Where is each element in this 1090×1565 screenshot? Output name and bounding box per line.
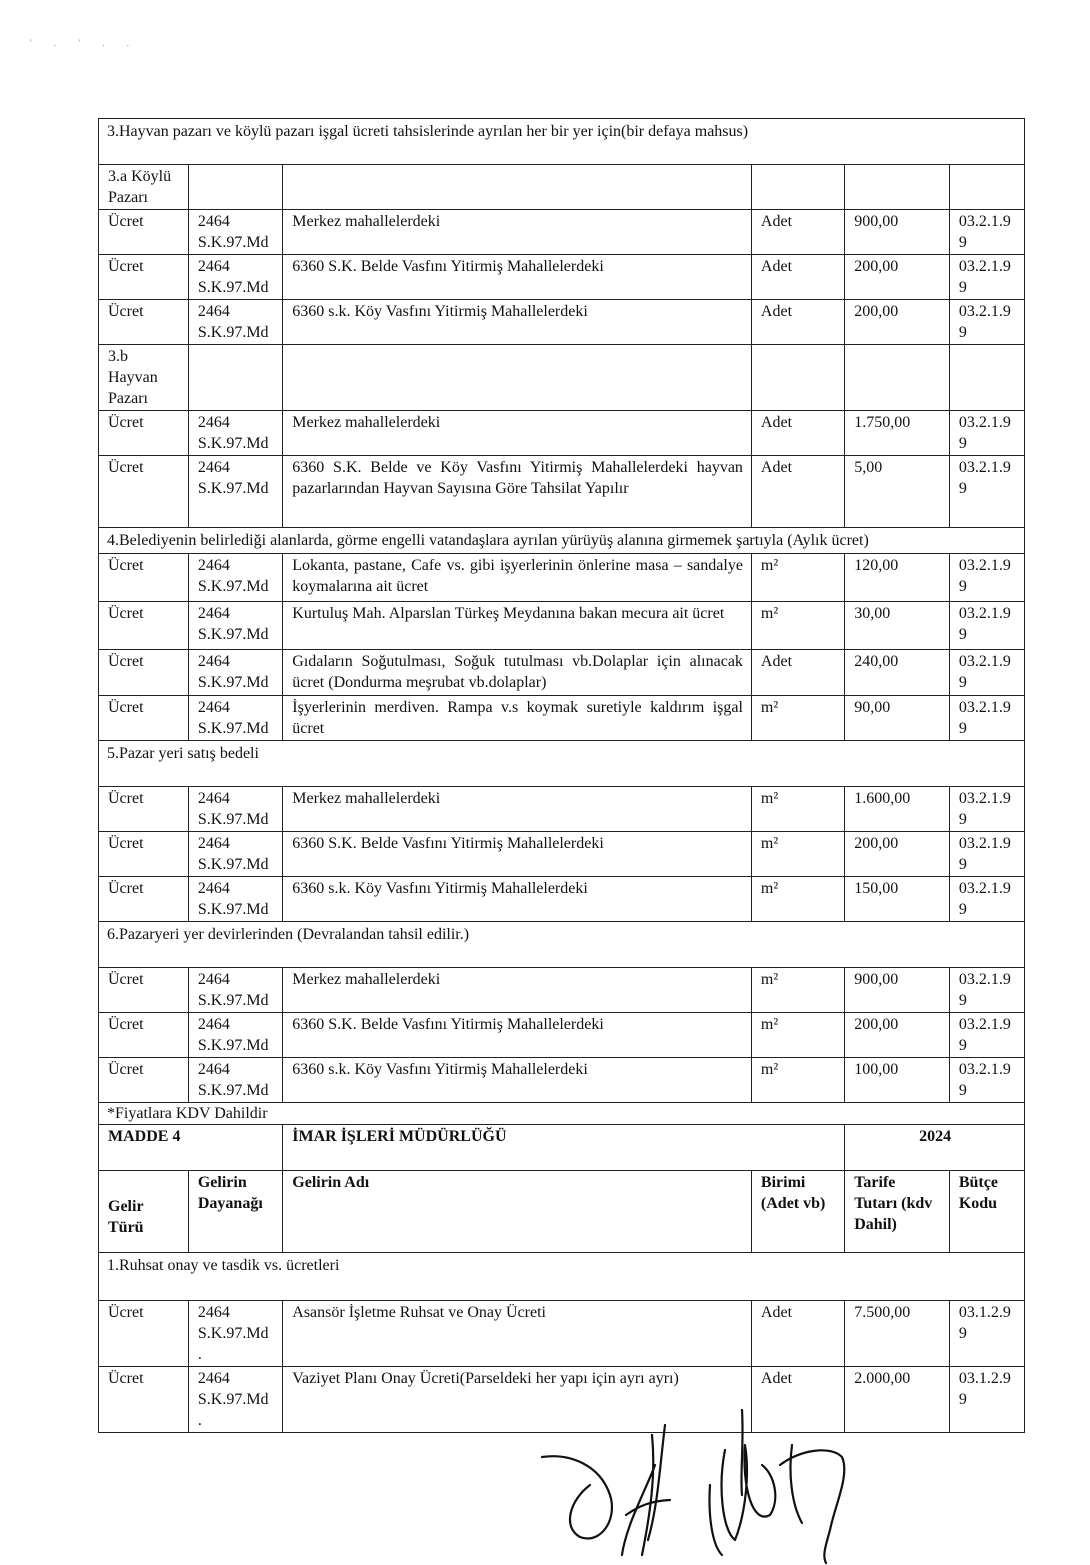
unit-cell: m²: [751, 1058, 844, 1103]
unit-cell: Adet: [751, 650, 844, 696]
rows-5: [99, 787, 1025, 922]
amount-cell: 200,00: [845, 832, 950, 877]
table-row: [99, 968, 1025, 1013]
unit-cell: Adet: [751, 1301, 844, 1367]
fee-type-cell: Ücret: [99, 696, 189, 741]
unit-cell: m²: [751, 832, 844, 877]
fee-type-cell: Ücret: [99, 300, 189, 345]
empty-cell: [283, 165, 752, 210]
empty-cell: [949, 165, 1024, 210]
amount-cell: 90,00: [845, 696, 950, 741]
empty-cell: [188, 345, 282, 411]
fee-type-cell: Ücret: [99, 411, 189, 456]
legal-basis-cell: 2464 S.K.97.Md: [188, 968, 282, 1013]
header-birimi: Birimi (Adet vb): [751, 1171, 844, 1253]
legal-basis-cell: 2464 S.K.97.Md: [188, 787, 282, 832]
table-row: [99, 210, 1025, 255]
fee-type-cell: Ücret: [99, 1013, 189, 1058]
rows-3b: [99, 411, 1025, 528]
amount-cell: 150,00: [845, 877, 950, 922]
fee-name-cell: Kurtuluş Mah. Alparslan Türkeş Meydanına bakan mecura ait ücret: [283, 602, 752, 650]
unit-cell: m²: [751, 696, 844, 741]
unit-cell: Adet: [751, 411, 844, 456]
legal-basis-cell: 2464 S.K.97.Md: [188, 602, 282, 650]
amount-cell: 100,00: [845, 1058, 950, 1103]
header-gelirin-dayanagi: Gelirin Dayanağı: [188, 1171, 282, 1253]
legal-basis-cell: 2464 S.K.97.Md: [188, 300, 282, 345]
fee-name-cell: Merkez mahallelerdeki: [283, 968, 752, 1013]
budget-code-cell: 03.2.1.9 9: [949, 411, 1024, 456]
fee-type-cell: Ücret: [99, 456, 189, 528]
amount-cell: 2.000,00: [845, 1367, 950, 1433]
unit-cell: Adet: [751, 1367, 844, 1433]
fee-name-cell: 6360 S.K. Belde ve Köy Vasfını Yitirmiş Mahallelerdeki hayvan pazarlarından Hayvan Sayısına Göre Tahsilat Yapılır: [283, 456, 752, 528]
amount-cell: 120,00: [845, 554, 950, 602]
section-4-title: 4.Belediyenin belirlediği alanlarda, görme engelli vatandaşlara ayrılan yürüyüş alanına girmemek şartıyla (Aylık ücret): [99, 528, 1025, 554]
table-row: [99, 1058, 1025, 1103]
amount-cell: 200,00: [845, 1013, 950, 1058]
tariff-year: 2024: [845, 1125, 1025, 1171]
table-row: [99, 255, 1025, 300]
fee-type-cell: Ücret: [99, 602, 189, 650]
unit-cell: m²: [751, 554, 844, 602]
amount-cell: 1.600,00: [845, 787, 950, 832]
unit-cell: m²: [751, 877, 844, 922]
unit-cell: m²: [751, 787, 844, 832]
amount-cell: 900,00: [845, 968, 950, 1013]
fee-name-cell: Merkez mahallelerdeki: [283, 411, 752, 456]
table-row: [99, 1013, 1025, 1058]
amount-cell: 1.750,00: [845, 411, 950, 456]
fee-name-cell: Vaziyet Planı Onay Ücreti(Parseldeki her yapı için ayrı ayrı): [283, 1367, 752, 1433]
legal-basis-cell: 2464 S.K.97.Md: [188, 832, 282, 877]
empty-cell: [751, 165, 844, 210]
amount-cell: 200,00: [845, 300, 950, 345]
header-butce-kodu: Bütçe Kodu: [949, 1171, 1024, 1253]
budget-code-cell: 03.2.1.9 9: [949, 456, 1024, 528]
fee-name-cell: Merkez mahallelerdeki: [283, 210, 752, 255]
budget-code-cell: 03.2.1.9 9: [949, 554, 1024, 602]
budget-code-cell: 03.2.1.9 9: [949, 1058, 1024, 1103]
legal-basis-cell: 2464 S.K.97.Md .: [188, 1367, 282, 1433]
budget-code-cell: 03.2.1.9 9: [949, 602, 1024, 650]
empty-cell: [845, 345, 950, 411]
empty-cell: [751, 345, 844, 411]
header-tarife-tutari: Tarife Tutarı (kdv Dahil): [845, 1171, 950, 1253]
table-row: [99, 832, 1025, 877]
legal-basis-cell: 2464 S.K.97.Md: [188, 456, 282, 528]
unit-cell: Adet: [751, 300, 844, 345]
budget-code-cell: 03.2.1.9 9: [949, 832, 1024, 877]
legal-basis-cell: 2464 S.K.97.Md: [188, 1013, 282, 1058]
handwritten-signatures: [530, 1405, 860, 1565]
vat-note: *Fiyatlara KDV Dahildir: [99, 1103, 1025, 1125]
amount-cell: 7.500,00: [845, 1301, 950, 1367]
amount-cell: 30,00: [845, 602, 950, 650]
fee-name-cell: Asansör İşletme Ruhsat ve Onay Ücreti: [283, 1301, 752, 1367]
budget-code-cell: 03.2.1.9 9: [949, 300, 1024, 345]
fee-type-cell: Ücret: [99, 210, 189, 255]
fee-type-cell: Ücret: [99, 650, 189, 696]
legal-basis-cell: 2464 S.K.97.Md: [188, 554, 282, 602]
table-row: [99, 877, 1025, 922]
table-row: [99, 650, 1025, 696]
fee-type-cell: Ücret: [99, 787, 189, 832]
legal-basis-cell: 2464 S.K.97.Md: [188, 1058, 282, 1103]
unit-cell: Adet: [751, 255, 844, 300]
budget-code-cell: 03.1.2.9 9: [949, 1301, 1024, 1367]
budget-code-cell: 03.2.1.9 9: [949, 1013, 1024, 1058]
table-row: [99, 411, 1025, 456]
unit-cell: m²: [751, 1013, 844, 1058]
budget-code-cell: 03.2.1.9 9: [949, 968, 1024, 1013]
fee-type-cell: Ücret: [99, 832, 189, 877]
fee-tariff-page: [98, 118, 1025, 1433]
budget-code-cell: 03.1.2.9 9: [949, 1367, 1024, 1433]
rows-4: [99, 554, 1025, 741]
subsection-3a-title: 3.a Köylü Pazarı: [99, 165, 189, 210]
fee-type-cell: Ücret: [99, 554, 189, 602]
table-row: [99, 696, 1025, 741]
fee-name-cell: Lokanta, pastane, Cafe vs. gibi işyerlerinin önlerine masa – sandalye koymalarına ait ücret: [283, 554, 752, 602]
legal-basis-cell: 2464 S.K.97.Md: [188, 696, 282, 741]
madde-label: MADDE 4: [99, 1125, 283, 1171]
rows-3a: [99, 210, 1025, 345]
amount-cell: 200,00: [845, 255, 950, 300]
fee-type-cell: Ücret: [99, 1058, 189, 1103]
section-6-title: 6.Pazaryeri yer devirlerinden (Devralandan tahsil edilir.): [99, 922, 1025, 968]
unit-cell: m²: [751, 968, 844, 1013]
fee-name-cell: 6360 S.K. Belde Vasfını Yitirmiş Mahallelerdeki: [283, 1013, 752, 1058]
header-gelir-turu: Gelir Türü: [99, 1171, 189, 1253]
fee-type-cell: Ücret: [99, 877, 189, 922]
fee-name-cell: Merkez mahallelerdeki: [283, 787, 752, 832]
table-row: [99, 787, 1025, 832]
section-3-title: 3.Hayvan pazarı ve köylü pazarı işgal ücreti tahsislerinde ayrılan her bir yer için(bir defaya mahsus): [99, 119, 1025, 165]
fee-type-cell: Ücret: [99, 968, 189, 1013]
empty-cell: [188, 165, 282, 210]
table-row: [99, 300, 1025, 345]
unit-cell: Adet: [751, 210, 844, 255]
fee-name-cell: 6360 s.k. Köy Vasfını Yitirmiş Mahallelerdeki: [283, 877, 752, 922]
legal-basis-cell: 2464 S.K.97.Md .: [188, 1301, 282, 1367]
table-row: [99, 554, 1025, 602]
section-5-title: 5.Pazar yeri satış bedeli: [99, 741, 1025, 787]
budget-code-cell: 03.2.1.9 9: [949, 255, 1024, 300]
budget-code-cell: 03.2.1.9 9: [949, 696, 1024, 741]
budget-code-cell: 03.2.1.9 9: [949, 650, 1024, 696]
empty-cell: [949, 345, 1024, 411]
fee-name-cell: 6360 s.k. Köy Vasfını Yitirmiş Mahallelerdeki: [283, 300, 752, 345]
empty-cell: [283, 345, 752, 411]
fee-type-cell: Ücret: [99, 255, 189, 300]
header-gelirin-adi: Gelirin Adı: [283, 1171, 752, 1253]
fee-type-cell: Ücret: [99, 1367, 189, 1433]
subsection-3b-title: 3.b Hayvan Pazarı: [99, 345, 189, 411]
amount-cell: 900,00: [845, 210, 950, 255]
unit-cell: Adet: [751, 456, 844, 528]
table-row: [99, 1301, 1025, 1367]
legal-basis-cell: 2464 S.K.97.Md: [188, 210, 282, 255]
unit-cell: m²: [751, 602, 844, 650]
fee-name-cell: Gıdaların Soğutulması, Soğuk tutulması vb.Dolaplar için alınacak ücret (Dondurma meşrubat vb.dolaplar): [283, 650, 752, 696]
budget-code-cell: 03.2.1.9 9: [949, 210, 1024, 255]
legal-basis-cell: 2464 S.K.97.Md: [188, 650, 282, 696]
fee-name-cell: 6360 S.K. Belde Vasfını Yitirmiş Mahallelerdeki: [283, 255, 752, 300]
scan-specks: ' . ' . .: [30, 38, 139, 48]
table-row: [99, 456, 1025, 528]
rows-6: [99, 968, 1025, 1103]
fee-type-cell: Ücret: [99, 1301, 189, 1367]
legal-basis-cell: 2464 S.K.97.Md: [188, 877, 282, 922]
amount-cell: 240,00: [845, 650, 950, 696]
budget-code-cell: 03.2.1.9 9: [949, 787, 1024, 832]
fee-name-cell: 6360 s.k. Köy Vasfını Yitirmiş Mahallelerdeki: [283, 1058, 752, 1103]
fee-name-cell: İşyerlerinin merdiven. Rampa v.s koymak suretiyle kaldırım işgal ücret: [283, 696, 752, 741]
fee-table: [98, 118, 1025, 1433]
empty-cell: [845, 165, 950, 210]
imar-section-1-title: 1.Ruhsat onay ve tasdik vs. ücretleri: [99, 1253, 1025, 1301]
department-title: İMAR İŞLERİ MÜDÜRLÜĞÜ: [283, 1125, 845, 1171]
legal-basis-cell: 2464 S.K.97.Md: [188, 411, 282, 456]
budget-code-cell: 03.2.1.9 9: [949, 877, 1024, 922]
table-row: [99, 602, 1025, 650]
legal-basis-cell: 2464 S.K.97.Md: [188, 255, 282, 300]
fee-name-cell: 6360 S.K. Belde Vasfını Yitirmiş Mahallelerdeki: [283, 832, 752, 877]
amount-cell: 5,00: [845, 456, 950, 528]
